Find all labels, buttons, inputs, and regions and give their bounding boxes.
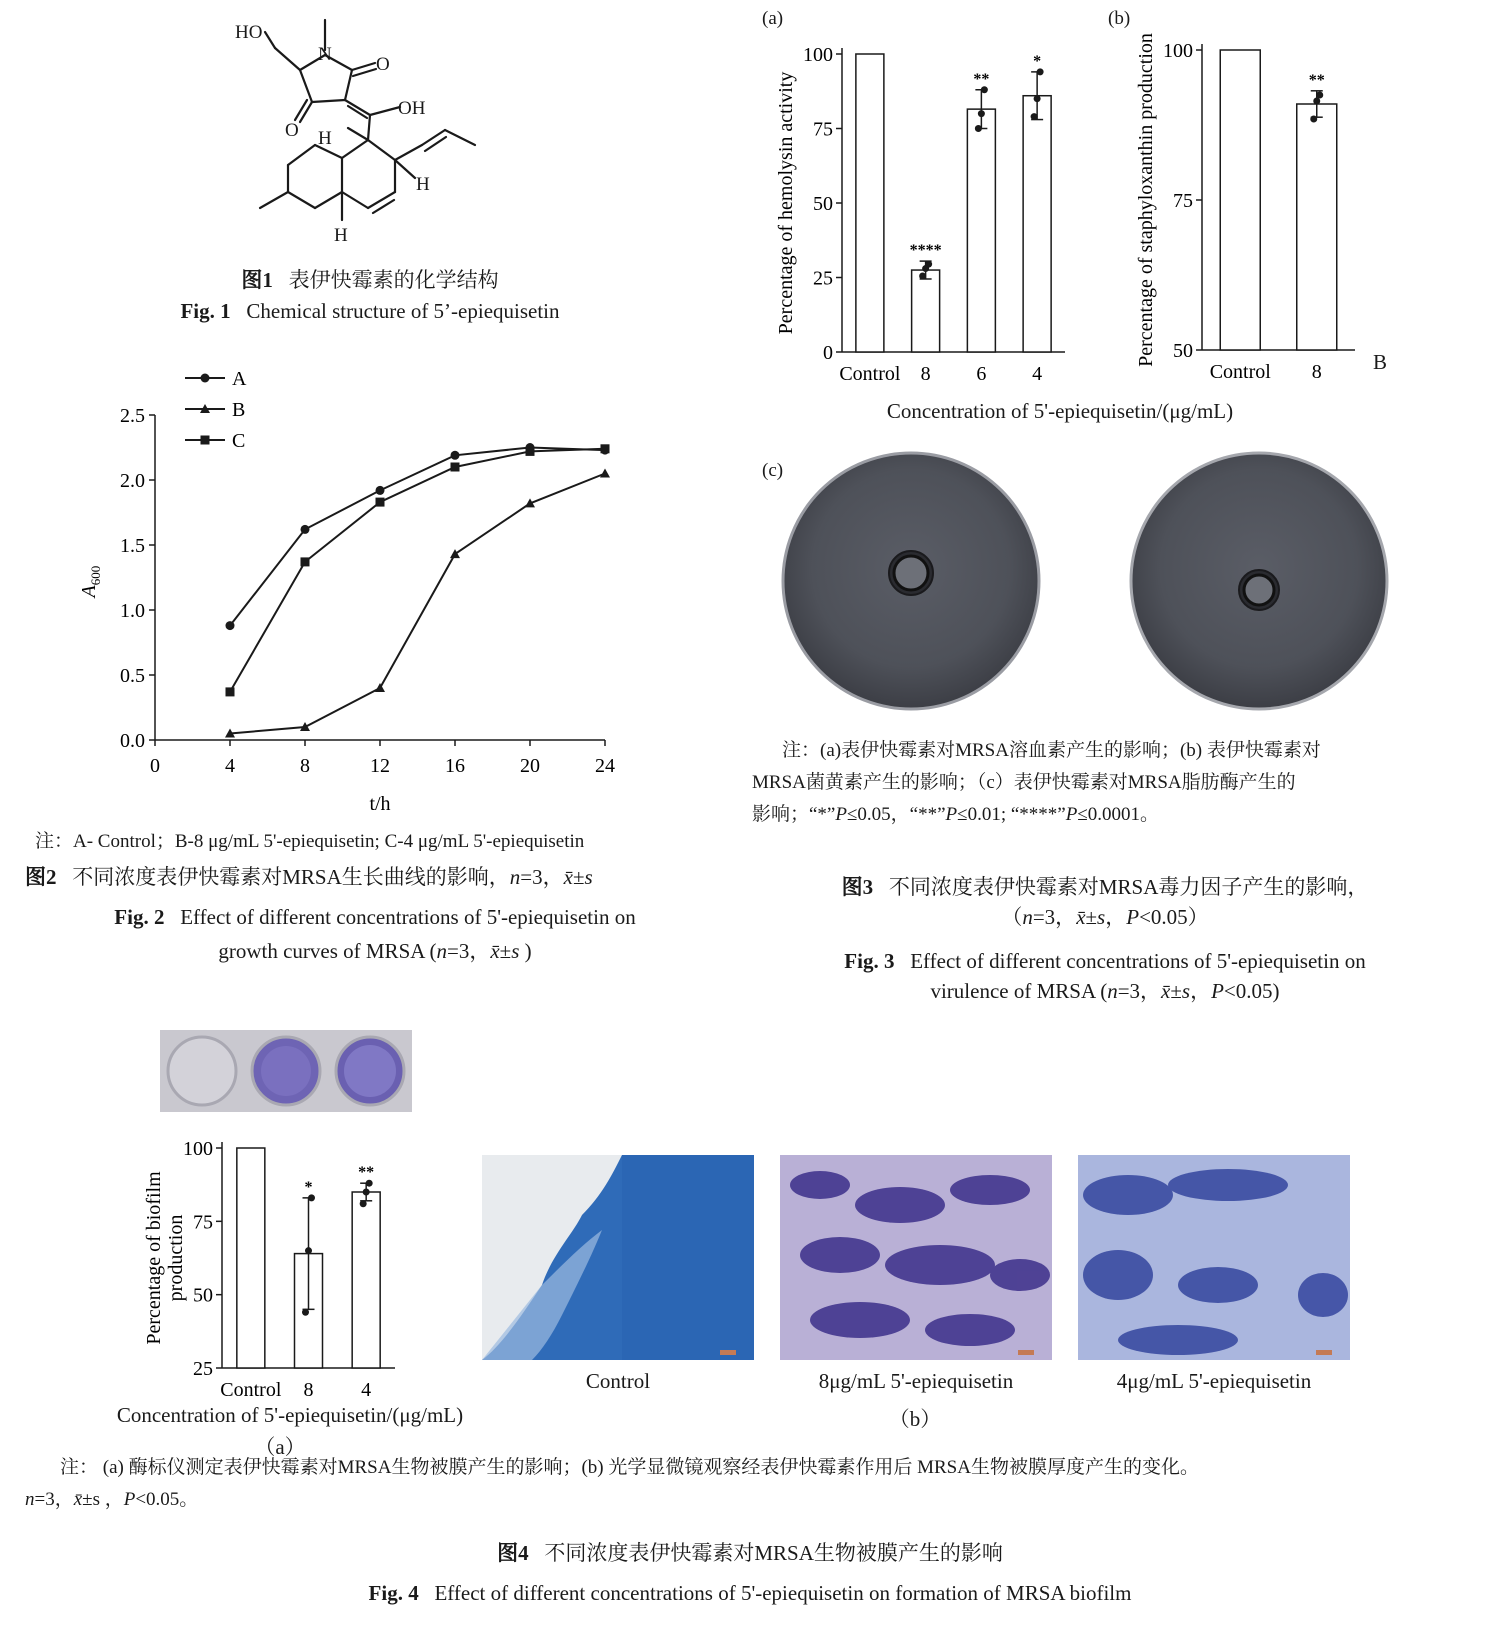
fig2-x-axis-label: t/h	[369, 793, 391, 815]
fig2-point-A	[451, 451, 460, 460]
fig4a-data-point	[302, 1309, 309, 1316]
fig4a-y-tick-label: 25	[193, 1358, 213, 1380]
fig2-legend-label-A: A	[232, 368, 247, 390]
fig3b-significance: **	[1308, 71, 1325, 89]
fig4b-photo-label-control: Control	[585, 1369, 651, 1393]
fig3a-y-tick-label: 50	[813, 193, 833, 215]
fig2-legend-marker-A	[201, 374, 210, 383]
fig3c-label: (c)	[762, 460, 784, 481]
fig3a-data-point	[978, 110, 985, 117]
fig4a-data-point	[363, 1189, 370, 1196]
fig4a-biofilm-chart	[140, 1120, 410, 1420]
fig2-y-axis-label: $A_{600}$	[78, 565, 103, 598]
fig4a-data-point	[360, 1200, 367, 1207]
fig4-caption-cn: 图4 不同浓度表伊快霉素对MRSA生物被膜产生的影响	[497, 1541, 1003, 1565]
fig2-growth-chart	[60, 360, 660, 820]
fig4a-y-tick-label: 75	[193, 1211, 213, 1234]
fig3a-hemolysin-chart	[760, 0, 1080, 390]
fig3a-data-point	[975, 125, 982, 132]
atom-o-right: O	[376, 54, 390, 75]
fig3a-y-tick-label: 75	[813, 118, 833, 141]
fig2-legend-marker-C	[201, 436, 210, 445]
fig3a-y-tick-label: 100	[803, 44, 833, 66]
fig4b-label: （b）	[888, 1407, 942, 1431]
fig4a-data-point	[305, 1247, 312, 1254]
fig2-x-tick-label: 8	[300, 755, 310, 777]
fig2-y-tick-label: 0.5	[120, 665, 145, 687]
fig3b-bar	[1220, 50, 1260, 350]
fig2-point-C	[526, 447, 535, 456]
atom-n: N	[318, 44, 332, 65]
fig3b-y-tick-label: 50	[1173, 340, 1193, 362]
fig4a-xlabel: Concentration of 5'-epiequisetin/(μg/mL)	[116, 1403, 464, 1427]
fig2-series-line-A	[230, 448, 605, 626]
fig4a-x-tick-label: Control	[220, 1379, 282, 1401]
fig3-caption-cn: 图3 不同浓度表伊快霉素对MRSA毒力因子产生的影响， （n=3，x̄±s，P<0.05）	[841, 875, 1369, 929]
atom-ho: HO	[235, 22, 263, 43]
fig3b-bar	[1297, 104, 1337, 350]
fig4a-y-tick-label: 100	[183, 1138, 213, 1160]
fig2-note: 注：A- Control；B-8 μg/mL 5'-epiequisetin; C-4 μg/mL 5'-epiequisetin	[35, 831, 585, 852]
fig3-note: 注：(a)表伊快霉素对MRSA溶血素产生的影响；(b) 表伊快霉素对 MRSA菌黄素产生的影响；（c）表伊快霉素对MRSA脂肪酶产生的 影响；“*”P≤0.05，“**”P≤0.01; “****”P≤0.0001。	[752, 740, 1321, 825]
fig4a-y-tick-label: 50	[193, 1284, 213, 1307]
fig4-well-plate-photo	[160, 1030, 412, 1112]
fig3a-y-tick-label: 0	[823, 342, 833, 364]
fig3b-label: (b)	[1108, 8, 1131, 29]
fig4b-photo-label-8ug: 8μg/mL 5'-epiequisetin	[818, 1369, 1014, 1393]
fig3c-plate-treated	[1128, 450, 1390, 712]
fig2-point-C	[376, 498, 385, 507]
atom-oh: OH	[398, 98, 426, 119]
fig3b-data-point	[1316, 92, 1323, 99]
fig3a-data-point	[919, 273, 926, 280]
fig4b-photo-control	[482, 1155, 754, 1360]
fig4a-x-tick-label: 8	[303, 1379, 314, 1401]
fig3a-bar	[967, 109, 995, 352]
fig4b-photo-label-4ug: 4μg/mL 5'-epiequisetin	[1116, 1369, 1312, 1393]
fig2-x-tick-label: 20	[520, 755, 540, 777]
fig3-caption-en: Fig. 3 Effect of different concentrations of 5'-epiequisetin on virulence of MRSA (n=3，x̄±s，P<0.05)	[844, 949, 1366, 1003]
fig3a-bar	[1023, 96, 1051, 352]
fig3a-y-axis-label: Percentage of hemolysin activity	[775, 71, 797, 335]
fig1-caption-en: Fig. 1 Chemical structure of 5’-epiequisetin	[180, 299, 560, 323]
fig3b-x-tick-label: Control	[1209, 361, 1271, 383]
fig4-note: 注： (a) 酶标仪测定表伊快霉素对MRSA生物被膜产生的影响；(b) 光学显微镜观察经表伊快霉素作用后 MRSA生物被膜厚度产生的变化。 n=3，x̄±s ，P<0.05。	[25, 1457, 1199, 1510]
fig3b-side-label: B	[1373, 350, 1388, 374]
fig2-point-A	[301, 525, 310, 534]
fig3a-x-tick-label: Control	[839, 363, 901, 385]
fig3a-bar	[912, 270, 940, 352]
fig4a-bar	[352, 1192, 380, 1368]
fig4a-label: （a）	[254, 1435, 306, 1459]
fig3a-label: (a)	[762, 8, 784, 29]
fig2-caption-en-1: Fig. 2 Effect of different concentrations of 5'-epiequisetin on	[114, 905, 636, 929]
fig2-point-B	[375, 683, 385, 692]
fig2-y-tick-label: 0.0	[120, 730, 145, 752]
fig2-point-C	[601, 444, 610, 453]
atom-h2: H	[416, 174, 430, 195]
fig2-series-line-B	[230, 474, 605, 734]
fig1-structure	[230, 10, 500, 250]
fig2-y-tick-label: 2.5	[120, 405, 145, 427]
fig4b-photo-4ug	[1078, 1155, 1350, 1360]
fig3b-data-point	[1310, 116, 1317, 123]
fig4a-y-axis-label-2: production	[165, 1214, 187, 1302]
fig3a-significance: *	[1033, 52, 1042, 70]
fig4a-y-axis-label-1: Percentage of biofilm	[143, 1171, 165, 1345]
fig4a-bar	[237, 1148, 265, 1368]
fig2-series-line-C	[230, 449, 605, 692]
fig3a-x-tick-label: 6	[976, 363, 987, 385]
fig2-caption-en-2: growth curves of MRSA (n=3，x̄±s )	[218, 939, 532, 963]
fig3a-x-tick-label: 8	[920, 363, 931, 385]
fig4a-significance: *	[304, 1178, 313, 1196]
fig2-point-C	[451, 463, 460, 472]
fig2-point-B	[600, 469, 610, 478]
fig2-point-C	[301, 557, 310, 566]
fig3a-data-point	[1031, 113, 1038, 120]
fig2-x-tick-label: 16	[445, 755, 465, 777]
fig4b-photo-8ug	[780, 1155, 1052, 1360]
fig2-legend-label-B: B	[232, 399, 246, 421]
fig4a-x-tick-label: 4	[361, 1379, 372, 1401]
fig3a-significance: ****	[909, 242, 942, 260]
fig4-caption-en: Fig. 4 Effect of different concentrations of 5'-epiequisetin on formation of MRSA biofilm	[368, 1581, 1132, 1605]
fig3b-y-tick-label: 75	[1173, 190, 1193, 212]
atom-o-left: O	[285, 120, 299, 141]
fig2-x-tick-label: 4	[225, 755, 235, 777]
atom-h1: H	[318, 128, 332, 149]
fig3b-y-tick-label: 100	[1163, 40, 1193, 62]
fig2-legend-label-C: C	[232, 430, 246, 452]
fig3b-data-point	[1313, 98, 1320, 105]
fig3a-data-point	[1034, 95, 1041, 102]
fig3c-plate-control	[780, 450, 1042, 712]
fig4a-significance: **	[358, 1164, 375, 1182]
atom-h3: H	[334, 225, 348, 246]
fig3a-bar	[856, 54, 884, 352]
fig2-x-tick-label: 24	[595, 755, 615, 777]
fig2-caption-cn: 图2 不同浓度表伊快霉素对MRSA生长曲线的影响，n=3，x̄±s	[25, 865, 593, 889]
fig3a-y-tick-label: 25	[813, 267, 833, 290]
fig2-x-tick-label: 0	[150, 755, 160, 777]
fig2-point-A	[376, 486, 385, 495]
fig2-x-tick-label: 12	[370, 755, 390, 777]
fig2-y-tick-label: 1.5	[120, 535, 145, 557]
fig2-y-tick-label: 1.0	[120, 600, 145, 622]
fig3b-x-tick-label: 8	[1311, 361, 1322, 383]
fig3a-data-point	[925, 261, 932, 268]
fig1-caption-cn: 图1 表伊快霉素的化学结构	[241, 268, 499, 292]
fig3a-significance: **	[973, 70, 990, 88]
fig2-point-A	[226, 621, 235, 630]
fig2-point-B	[450, 549, 460, 558]
fig3b-staphyloxanthin-chart	[1130, 0, 1410, 390]
fig3b-y-axis-label: Percentage of staphyloxanthin production	[1135, 33, 1157, 367]
fig2-point-C	[226, 687, 235, 696]
fig3a-x-tick-label: 4	[1032, 363, 1043, 385]
fig2-y-tick-label: 2.0	[120, 470, 145, 492]
fig3-shared-xlabel: Concentration of 5'-epiequisetin/(μg/mL)	[886, 399, 1234, 423]
